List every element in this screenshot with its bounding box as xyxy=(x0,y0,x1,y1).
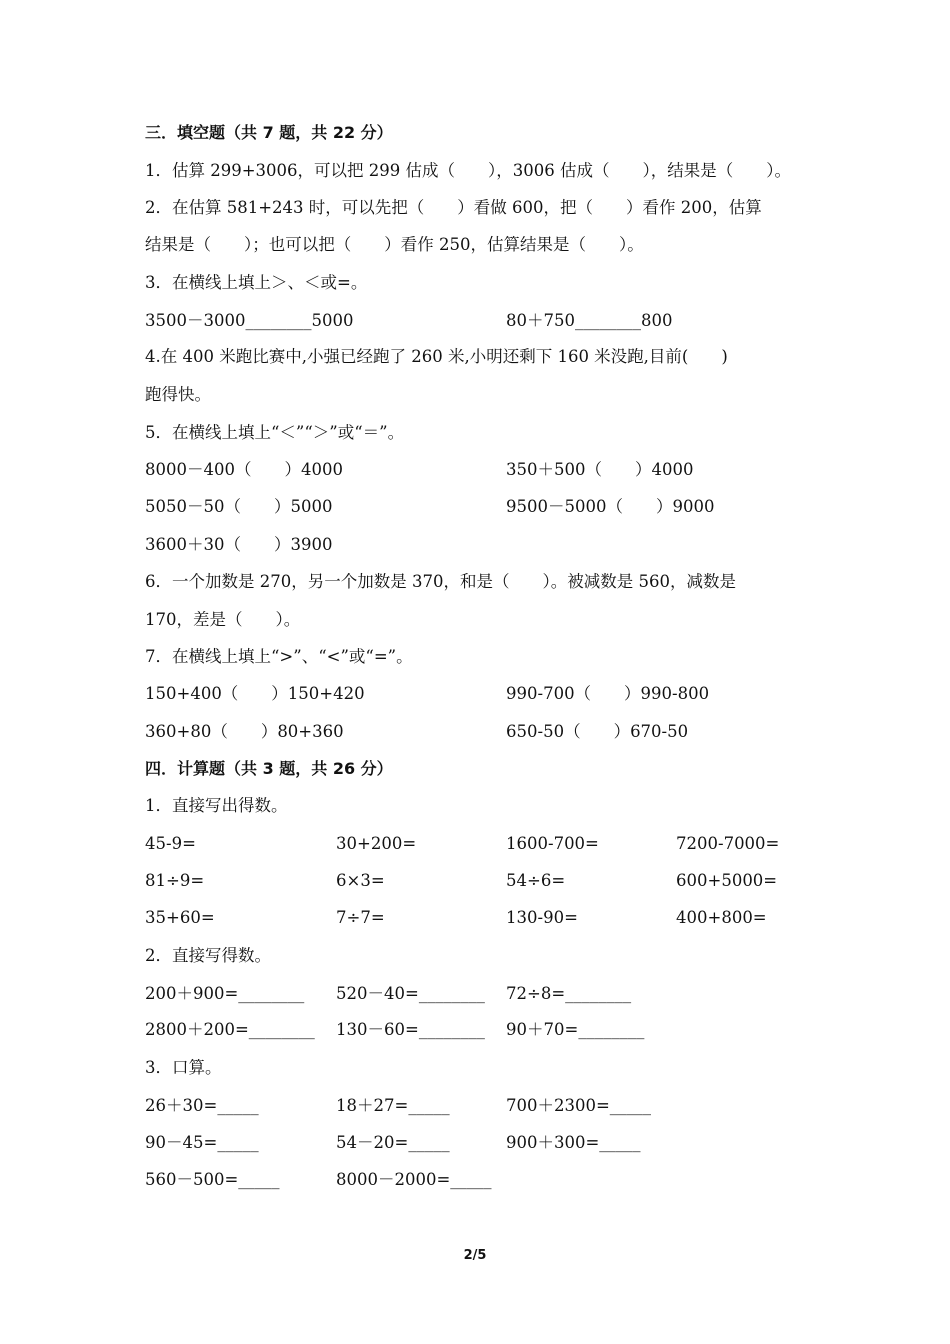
calc-item: 400+800= xyxy=(676,908,767,927)
q5-item: 5050－50（ ）5000 xyxy=(145,497,333,516)
calc-item: 130-90= xyxy=(506,908,578,927)
calc-question-1: 1．直接写出得数。 xyxy=(145,796,288,815)
question-4-line2: 跑得快。 xyxy=(145,385,211,404)
calc-item: 200＋900=________ xyxy=(145,984,305,1003)
calc-question-2: 2．直接写得数。 xyxy=(145,946,271,965)
question-1: 1．估算 299+3006，可以把 299 估成（ ），3006 估成（ ），结果是（ ）。 xyxy=(145,161,792,180)
question-3: 3．在横线上填上＞、＜或=。 xyxy=(145,273,368,292)
calc-item: 90＋70=________ xyxy=(506,1020,645,1039)
calc-item: 81÷9= xyxy=(145,871,205,890)
question-7: 7．在横线上填上“>”、“<”或“=”。 xyxy=(145,647,413,666)
calc-item: 54－20=_____ xyxy=(336,1133,450,1152)
q7-item: 650-50（ ）670-50 xyxy=(506,722,689,741)
calc-item: 900＋300=_____ xyxy=(506,1133,641,1152)
calc-item: 26＋30=_____ xyxy=(145,1096,259,1115)
page-number: 2/5 xyxy=(463,1248,487,1263)
section4-title: 四．计算题（共 3 题，共 26 分） xyxy=(145,759,393,778)
calc-item: 7÷7= xyxy=(336,908,385,927)
calc-item: 130－60=________ xyxy=(336,1020,485,1039)
q3-item: 80＋750________800 xyxy=(506,311,673,330)
question-6-line1: 6．一个加数是 270，另一个加数是 370，和是（ ）。被减数是 560，减数是 xyxy=(145,572,736,591)
calc-item: 30+200= xyxy=(336,834,417,853)
q7-item: 360+80（ ）80+360 xyxy=(145,722,344,741)
calc-item: 600+5000= xyxy=(676,871,778,890)
calc-item: 18＋27=_____ xyxy=(336,1096,450,1115)
calc-item: 1600-700= xyxy=(506,834,599,853)
question-2-line2: 结果是（ ）；也可以把（ ）看作 250，估算结果是（ ）。 xyxy=(145,235,644,254)
calc-item: 8000－2000=_____ xyxy=(336,1170,492,1189)
calc-item: 90－45=_____ xyxy=(145,1133,259,1152)
calc-item: 7200-7000= xyxy=(676,834,780,853)
calc-item: 520－40=________ xyxy=(336,984,485,1003)
question-4-line1: 4.在 400 米跑比赛中,小强已经跑了 260 米,小明还剩下 160 米没跑,目前( ) xyxy=(145,347,728,366)
question-2-line1: 2．在估算 581+243 时，可以先把（ ）看做 600，把（ ）看作 200，估算 xyxy=(145,198,762,217)
question-5: 5．在横线上填上“＜”“＞”或“＝”。 xyxy=(145,423,405,442)
q5-item: 8000－400（ ）4000 xyxy=(145,460,343,479)
calc-item: 2800＋200=________ xyxy=(145,1020,315,1039)
calc-item: 54÷6= xyxy=(506,871,566,890)
calc-item: 72÷8=________ xyxy=(506,984,632,1003)
q3-item: 3500－3000________5000 xyxy=(145,311,354,330)
q5-item: 9500－5000（ ）9000 xyxy=(506,497,715,516)
calc-item: 560－500=_____ xyxy=(145,1170,280,1189)
q7-item: 150+400（ ）150+420 xyxy=(145,684,365,703)
calc-item: 6×3= xyxy=(336,871,385,890)
calc-item: 35+60= xyxy=(145,908,215,927)
question-6-line2: 170，差是（ ）。 xyxy=(145,610,301,629)
section3-title: 三．填空题（共 7 题，共 22 分） xyxy=(145,123,393,142)
q5-item: 3600＋30（ ）3900 xyxy=(145,535,333,554)
calc-item: 45-9= xyxy=(145,834,196,853)
q7-item: 990-700（ ）990-800 xyxy=(506,684,710,703)
calc-question-3: 3．口算。 xyxy=(145,1058,222,1077)
q5-item: 350＋500（ ）4000 xyxy=(506,460,694,479)
calc-item: 700＋2300=_____ xyxy=(506,1096,652,1115)
